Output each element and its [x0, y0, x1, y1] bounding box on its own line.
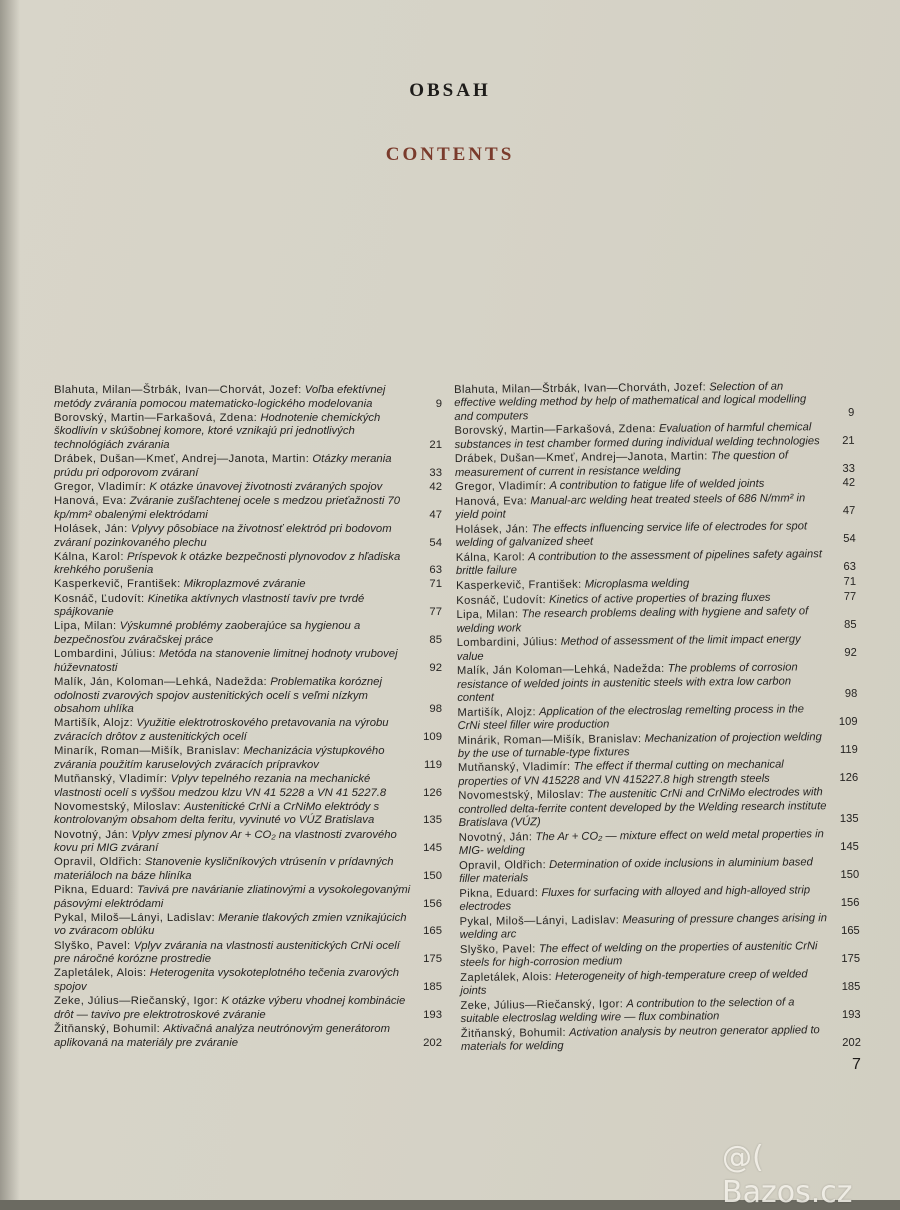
- toc-entry: [459, 856, 859, 887]
- toc-entry: [54, 453, 442, 480]
- toc-entry-authors: Hanová, Eva:: [54, 495, 127, 508]
- toc-entry-page: 33: [429, 466, 442, 479]
- toc-entry-title: Mechanizácia výstupkového zvárania použitím karuselových zváracích prípravkov: [54, 745, 385, 771]
- toc-entry-page: 63: [429, 564, 442, 577]
- toc-entry-title: The problems of corrosion resistance of welded joints in austenitic steels with extra low carbon content: [457, 661, 798, 704]
- toc-entry-authors: Blahuta, Milan—Štrbák, Ivan—Chorváth, Jozef:: [454, 381, 707, 396]
- toc-entry: [458, 786, 858, 830]
- toc-entry-authors: Malík, Ján, Koloman—Lehká, Nadežda:: [54, 676, 268, 688]
- page-gutter-shadow: [0, 0, 20, 1200]
- toc-entry-title: Heterogenita vysokoteplotného tečenia zvarových spojov: [54, 967, 400, 993]
- toc-entry-title: The Ar + CO₂ — mixture effect on weld metal properties in MIG- welding: [458, 827, 824, 858]
- toc-entry-authors: Holásek, Ján:: [455, 523, 529, 536]
- toc-entry-page: 71: [429, 578, 442, 591]
- toc-entry-authors: Martišík, Alojz:: [54, 717, 134, 730]
- toc-entry-title: Výskumné problémy zaoberajúce sa hygienou a bezpečnosťou zváračskej práce: [54, 620, 361, 647]
- toc-entry-page: 135: [839, 812, 859, 826]
- toc-entry-authors: Blahuta, Milan—Štrbák, Ivan—Chorvát, Jozef:: [54, 384, 302, 396]
- toc-entry: [457, 702, 857, 733]
- toc-entry-authors: Novomestský, Miloslav:: [458, 789, 585, 803]
- toc-entry-authors: Opravil, Oldřich:: [458, 858, 547, 872]
- toc-entry-authors: Lipa, Milan:: [54, 620, 117, 633]
- toc-entry-authors: Drábek, Dušan—Kmeť, Andrej—Janota, Martin:: [54, 453, 310, 466]
- toc-entry-authors: Žitňanský, Bohumil:: [54, 1022, 161, 1035]
- toc-entry-page: 135: [423, 814, 442, 827]
- toc-entry-title: The effects influencing service life of electrodes for spot welding of galvanized sheet: [455, 520, 808, 550]
- toc-entry-authors: Gregor, Vladimír:: [54, 480, 147, 493]
- toc-entry-title: Stanovenie kysličníkových vtrúsenín v prídavných materiáloch na báze hliníka: [54, 856, 394, 882]
- toc-entry-title: The effect of welding on the properties of austenitic CrNi steels for high-corrosion medium: [460, 939, 818, 969]
- toc-entry: [460, 995, 860, 1026]
- toc-entry-page: 109: [423, 730, 442, 743]
- toc-entry-page: 156: [840, 896, 860, 909]
- toc-entry: [54, 801, 442, 828]
- toc-entry-title: Aktivačná analýza neutrónovým generátorom aplikovaná na materiály pre zváranie: [54, 1022, 391, 1049]
- toc-column-slovak: [54, 384, 442, 1051]
- toc-entry: [454, 421, 854, 452]
- toc-entry: [455, 449, 855, 480]
- toc-entry-title: A contribution to fatigue life of welded joints: [549, 478, 765, 493]
- toc-entry-authors: Lombardini, Július:: [54, 648, 156, 661]
- toc-entry-title: Vplyv tepelného rezania na mechanické vlastnosti ocelí s vyššou medzou klzu VN 41 5228 a VN 41 5227.8: [54, 772, 387, 799]
- bazos-watermark: @( Bazos.cz: [722, 1140, 853, 1210]
- toc-entry-title: Activation analysis by neutron generator applied to materials for welding: [460, 1023, 820, 1053]
- toc-entry: [54, 384, 442, 411]
- toc-entry-title: Tavivá pre navárianie zliatinovými a vysokolegovanými pásovými elektródami: [54, 884, 411, 910]
- toc-entry-authors: Mutňanský, Vladimír:: [54, 772, 168, 785]
- toc-entry-page: 42: [842, 477, 856, 490]
- toc-entry: [54, 523, 442, 550]
- toc-entry: [54, 593, 442, 620]
- toc-entry: [54, 884, 442, 911]
- toc-entry-title: Method of assessment of the limit impact energy value: [456, 633, 801, 663]
- toc-entry-page: 145: [423, 842, 442, 855]
- toc-entry: [54, 940, 442, 967]
- toc-entry: [457, 633, 857, 664]
- toc-entry-authors: Pikna, Eduard:: [54, 884, 134, 897]
- toc-entry-page: 21: [429, 438, 442, 451]
- toc-entry-page: 98: [429, 703, 442, 716]
- toc-entry-authors: Pikna, Eduard:: [459, 886, 539, 900]
- toc-entry-page: 202: [423, 1036, 442, 1049]
- toc-entry-page: 175: [841, 952, 861, 965]
- toc-entry-page: 126: [423, 786, 442, 799]
- toc-entry-title: Mechanization of projection welding by the use of turnable-type fixtures: [457, 730, 822, 760]
- page-number: 7: [852, 1056, 861, 1073]
- toc-entry-title: Hodnotenie chemických škodlivín v skúšobnej komore, ktoré vznikajú pri jednotlivých technológiách zvárania: [54, 411, 381, 451]
- toc-entry-page: 150: [423, 869, 442, 882]
- toc-entry: [54, 912, 442, 939]
- toc-entry-page: 47: [842, 505, 856, 518]
- toc-entry-page: 119: [423, 758, 442, 771]
- toc-entry-title: The question of measurement of current in resistance welding: [454, 449, 789, 479]
- toc-entry: [54, 1023, 442, 1050]
- toc-entry: [54, 412, 442, 453]
- heading-obsah: OBSAH: [409, 80, 491, 101]
- toc-entry-title: Selection of an effective welding method by help of mathematical and logical modelling and computers: [454, 380, 807, 423]
- toc-entry-authors: Zeke, Július—Riečanský, Igor:: [460, 997, 624, 1012]
- toc-entry-page: 185: [423, 981, 442, 993]
- toc-entry-page: 85: [844, 618, 857, 631]
- toc-entry-authors: Borovský, Martin—Farkašová, Zdena:: [54, 411, 258, 424]
- toc-entry-authors: Mutňanský, Vladimír:: [457, 761, 571, 775]
- toc-entry-authors: Kasperkevič, František:: [54, 578, 181, 591]
- toc-entry-title: The research problems dealing with hygiene and safety of welding work: [456, 605, 809, 635]
- toc-entry-authors: Kasperkevič, František:: [456, 578, 582, 592]
- toc-entry-page: 71: [843, 575, 857, 588]
- toc-entry-title: A contribution to the assessment of pipelines safety against brittle failure: [455, 548, 822, 578]
- toc-entry: [54, 620, 442, 647]
- toc-entry-page: 47: [429, 508, 442, 521]
- toc-entry: [460, 967, 860, 998]
- toc-entry-title: K otázke výberu vhodnej kombinácie drôt — tavivo pre elektrotroskové zváranie: [54, 995, 406, 1021]
- toc-entry: [461, 1023, 861, 1054]
- toc-entry: [54, 648, 442, 675]
- toc-entry-page: 77: [843, 590, 857, 603]
- toc-entry-page: 9: [435, 397, 442, 410]
- toc-entry-page: 145: [840, 840, 859, 854]
- toc-entry: [54, 717, 442, 744]
- toc-entry: [460, 911, 860, 942]
- toc-entry: [459, 828, 859, 859]
- toc-entry-authors: Slyško, Pavel:: [459, 942, 536, 956]
- heading-contents: CONTENTS: [385, 144, 515, 165]
- toc-entry: [455, 492, 855, 523]
- toc-entry-page: 193: [841, 1008, 861, 1021]
- toc-entry-title: Kinetika aktívnych vlastností tavív pre tvrdé spájkovanie: [54, 592, 365, 619]
- toc-entry: [54, 495, 442, 522]
- toc-entry-title: Príspevok k otázke bezpečnosti plynovodov z hľadiska krehkého porušenia: [54, 550, 401, 577]
- toc-entry-page: 156: [423, 897, 442, 910]
- toc-entry-page: 54: [429, 536, 442, 549]
- toc-entry: [458, 730, 858, 761]
- toc-entry-title: Voľba efektívnej metódy zvárania pomocou matematicko-logického modelovania: [54, 384, 386, 410]
- toc-entry-authors: Novotný, Ján:: [458, 830, 533, 844]
- toc-entry-authors: Zapletálek, Alois:: [460, 970, 553, 984]
- toc-entry-authors: Pykal, Miloš—Lányi, Ladislav:: [54, 911, 216, 924]
- toc-entry-title: Vplyv zvárania na vlastnosti austenitických CrNi ocelí pre náročné korózne prostredie: [54, 939, 400, 966]
- toc-entry-page: 150: [840, 868, 860, 882]
- toc-entry: [54, 481, 442, 495]
- toc-entry-authors: Novomestský, Miloslav:: [54, 800, 181, 813]
- toc-entry-authors: Zeke, Július—Riečanský, Igor:: [54, 995, 219, 1008]
- toc-entry: [460, 939, 860, 970]
- toc-entry-authors: Slyško, Pavel:: [54, 939, 131, 952]
- toc-entry-authors: Kosnáč, Ľudovít:: [54, 592, 145, 605]
- toc-entry-title: The austenitic CrNi and CrNiMo electrodes with controlled delta-ferrite content developed by the Welding research institute Bratislava (VÚZ): [458, 786, 827, 830]
- toc-entry-authors: Borovský, Martin—Farkašová, Zdena:: [454, 423, 656, 438]
- toc-entry-title: Measuring of pressure changes arising in welding arc: [459, 911, 827, 941]
- toc-entry: [54, 995, 442, 1022]
- toc-entry-title: Vplyvy pôsobiace na životnosť elektród pri bodovom zváraní pozinkovaného plechu: [54, 522, 392, 549]
- toc-entry-title: K otázke únavovej životnosti zváraných spojov: [149, 480, 383, 493]
- toc-entry-authors: Zapletálek, Alois:: [54, 967, 147, 980]
- toc-entry-page: 54: [843, 533, 856, 546]
- toc-entry-authors: Martišík, Alojz:: [457, 705, 537, 719]
- toc-entry: [54, 967, 442, 994]
- toc-entry-page: 42: [429, 480, 442, 493]
- toc-entry-page: 126: [839, 771, 859, 784]
- toc-entry-authors: Drábek, Dušan—Kmeť, Andrej—Janota, Martin:: [454, 450, 708, 466]
- toc-entry-page: 85: [429, 634, 442, 647]
- toc-entry-authors: Novotný, Ján:: [54, 828, 129, 841]
- toc-entry: [456, 605, 856, 636]
- toc-entry-page: 109: [838, 715, 858, 728]
- toc-entry-title: Otázky merania prúdu pri odporovom zváraní: [54, 453, 392, 479]
- toc-entry: [459, 884, 859, 915]
- toc-entry-authors: Kálna, Karol:: [455, 551, 526, 564]
- toc-entry-title: Determination of oxide inclusions in aluminium based filler materials: [459, 856, 813, 886]
- toc-entry-authors: Pykal, Miloš—Lányi, Ladislav:: [459, 914, 620, 928]
- toc-entry-authors: Holásek, Ján:: [54, 522, 128, 535]
- toc-entry-authors: Žitňanský, Bohumil:: [460, 1026, 567, 1040]
- toc-entry-title: Heterogeneity of high-temperature creep of welded joints: [460, 968, 808, 997]
- toc-entry-authors: Kálna, Karol:: [54, 550, 124, 563]
- toc-entry-title: Evaluation of harmful chemical substances in test chamber formed during individual welding technologies: [454, 421, 820, 451]
- toc-entry-title: Microplasma welding: [584, 577, 690, 591]
- toc-entry-title: Application of the electroslag remelting process in the CrNi steel filler wire production: [457, 702, 805, 732]
- toc-entry-authors: Lombardini, Július:: [456, 636, 558, 650]
- toc-entry: [456, 548, 856, 579]
- toc-entry-authors: Hanová, Eva:: [455, 495, 528, 508]
- toc-entry-page: 33: [842, 462, 855, 475]
- toc-entry-page: 119: [839, 743, 858, 756]
- toc-entry-authors: Malík, Ján Koloman—Lehká, Nadežda:: [456, 663, 665, 678]
- toc-entry: [54, 829, 442, 856]
- toc-entry: [458, 758, 858, 789]
- toc-entry-page: 98: [844, 687, 858, 700]
- toc-entry-title: Meranie tlakových zmien vznikajúcich vo zváracom oblúku: [54, 911, 407, 938]
- toc-entry-title: Fluxes for surfacing with alloyed and high-alloyed strip electrodes: [459, 884, 811, 913]
- toc-entry: [54, 676, 442, 717]
- toc-entry: [54, 745, 442, 772]
- toc-entry-page: 92: [844, 646, 857, 659]
- toc-entry-page: 202: [842, 1036, 861, 1049]
- toc-entry: [455, 520, 855, 551]
- toc-entry-title: Austenitické CrNi a CrNiMo elektródy s kontrolovaným obsahom delta feritu, vyvinuté vo VÚZ Bratislava: [54, 800, 380, 827]
- toc-entry-title: Problematika koróznej odolnosti zvarových spojov austenitických ocelí s veľmi nízkym obsahom uhlíka: [54, 676, 382, 716]
- toc-entry-page: 193: [423, 1008, 442, 1021]
- toc-entry-authors: Opravil, Oldřich:: [54, 856, 142, 869]
- toc-entry-title: The effect if thermal cutting on mechanical properties of VN 415228 and VN 415227.8 high strength steels: [458, 759, 784, 788]
- toc-entry: [457, 661, 857, 705]
- toc-entry: [54, 578, 442, 592]
- toc-entry: [54, 856, 442, 883]
- toc-entry-title: Zváranie zušľachtenej ocele s medzou prieťažnosti 70 kp/mm² obalenými elektródami: [54, 495, 401, 521]
- toc-entry-authors: Kosnáč, Ľudovít:: [456, 593, 547, 607]
- toc-entry-title: Metóda na stanovenie limitnej hodnoty vrubovej húževnatosti: [54, 648, 398, 674]
- toc-entry-title: Kinetics of active properties of brazing fluxes: [549, 591, 771, 606]
- toc-entry-page: 21: [842, 434, 855, 447]
- toc-entry-page: 9: [848, 406, 855, 419]
- toc-column-english: [454, 380, 861, 1056]
- toc-entry-page: 165: [841, 924, 860, 937]
- toc-entry-authors: Minarík, Roman—Mišík, Branislav:: [54, 745, 241, 758]
- toc-entry-page: 92: [429, 661, 442, 674]
- toc-entry: [54, 773, 442, 800]
- toc-entry-page: 185: [841, 980, 861, 993]
- toc-entry-title: Manual-arc welding heat treated steels of 686 N/mm² in yield point: [455, 492, 806, 522]
- toc-entry-page: 165: [423, 925, 442, 938]
- toc-entry: [454, 380, 854, 424]
- toc-entry-title: A contribution to the selection of a suitable electroslag welding wire — flux combination: [460, 996, 795, 1025]
- toc-entry-authors: Minárik, Roman—Mišík, Branislav:: [457, 732, 642, 747]
- toc-entry: [54, 551, 442, 578]
- toc-entry-page: 175: [423, 953, 442, 966]
- toc-entry-title: Mikroplazmové zváranie: [183, 578, 306, 591]
- toc-entry-title: Vplyv zmesi plynov Ar + CO₂ na vlastnosti zvarového kovu pri MIG zváraní: [54, 828, 397, 855]
- toc-entry-authors: Lipa, Milan:: [456, 608, 519, 622]
- toc-entry-title: Využitie elektrotroskového pretavovania na výrobu zváracích drôtov z austenitických ocelí: [54, 717, 389, 743]
- toc-entry-authors: Gregor, Vladimír:: [455, 480, 547, 494]
- toc-entry-page: 63: [843, 561, 857, 574]
- toc-entry-page: 77: [429, 606, 442, 619]
